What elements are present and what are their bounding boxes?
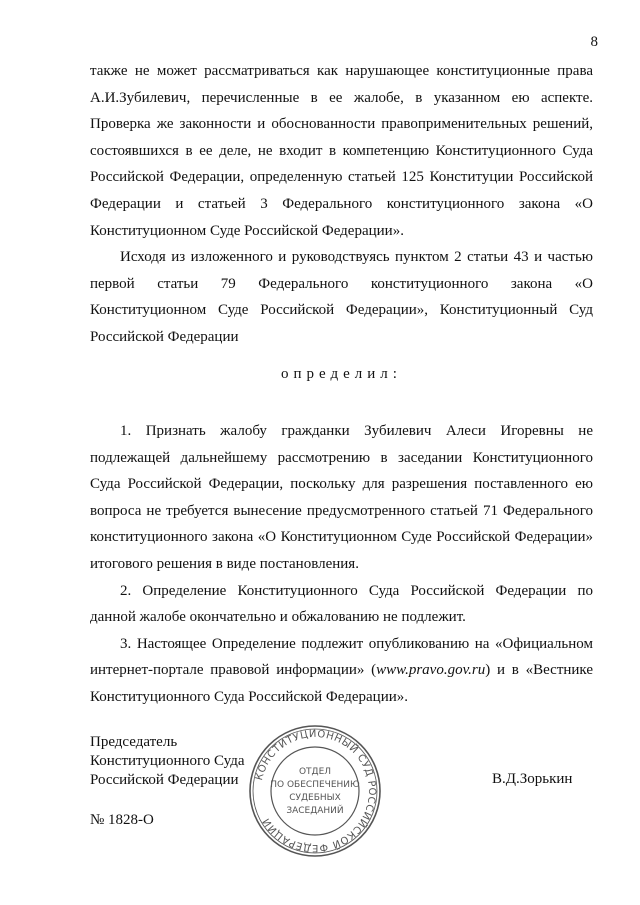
signatory-title-line-3: Российской Федерации [90, 772, 239, 788]
body-text [90, 58, 593, 351]
seal-inner-ring [271, 747, 359, 835]
page-number: 8 [590, 34, 598, 50]
signatory-title-line-2: Конституционного Суда [90, 753, 245, 769]
seal-inner-line-2: ПО ОБЕСПЕЧЕНИЮ [270, 780, 360, 790]
decision-item-1: 1. Признать жалобу гражданки Зубилевич Алеси Игоревны не подлежащей дальнейшему рассмотрению в заседании Конституционного Суда Российской Федерации, поскольку для разрешения поставленного ею вопроса не требуется вынесение предусмотренного статьей 71 Федерального конституционного закона «О Конституционном Суде Российской Федерации» итогового решения в виде постановления. [90, 423, 593, 572]
pravo-link: www.pravo.gov.ru [376, 662, 486, 679]
decision-item-3-tail: ) и в «Вестнике Конституционного Суда Российской Федерации». [90, 662, 593, 705]
decision-item-3-text: 3. Настоящее Определение подлежит опубликованию на «Официальном интернет-портале правовой информации» ( [90, 635, 593, 679]
signatory-title-line-1: Председатель [90, 734, 178, 750]
signatory-title [90, 733, 245, 790]
seal-inner-line-1: ОТДЕЛ [298, 767, 332, 777]
court-seal [248, 724, 382, 858]
decision-heading: определил: [281, 366, 402, 382]
case-number: № 1828-О [90, 812, 154, 828]
seal-outer-ring [250, 726, 380, 856]
decision-item-2: 2. Определение Конституционного Суда Российской Федерации по данной жалобе окончательно и обжалованию не подлежит. [90, 582, 593, 626]
seal-inner-line-4: ЗАСЕДАНИЙ [286, 806, 344, 816]
signatory-name: В.Д.Зорькин [492, 771, 573, 787]
paragraph-1: также не может рассматриваться как нарушающее конституционные права А.И.Зубилевич, перечисленные в ее жалобе, в указанном ею аспекте. Проверка же законности и обоснованности правоприменительных решений, состоявшихся в ее деле, не входит в компетенцию Конституционного Суда Российской Федерации, определенную статьей 125 Конституции Российской Федерации и статьей 3 Федерального конституционного закона «О Конституционном Суде Российской Федерации». [90, 63, 593, 239]
decision-item-3 [90, 631, 593, 711]
seal-outer-text-path: КОНСТИТУЦИОННЫЙ СУД РОССИЙСКОЙ ФЕДЕРАЦИИ [254, 728, 378, 854]
seal-inner-line-3: СУДЕБНЫХ [289, 793, 341, 803]
paragraph-2: Исходя из изложенного и руководствуясь пунктом 2 статьи 43 и частью первой статьи 79 Федерального конституционного закона «О Конституционном Суде Российской Федерации», Конституционный Суд Российской Федерации [90, 249, 593, 345]
decision-items [90, 418, 593, 711]
